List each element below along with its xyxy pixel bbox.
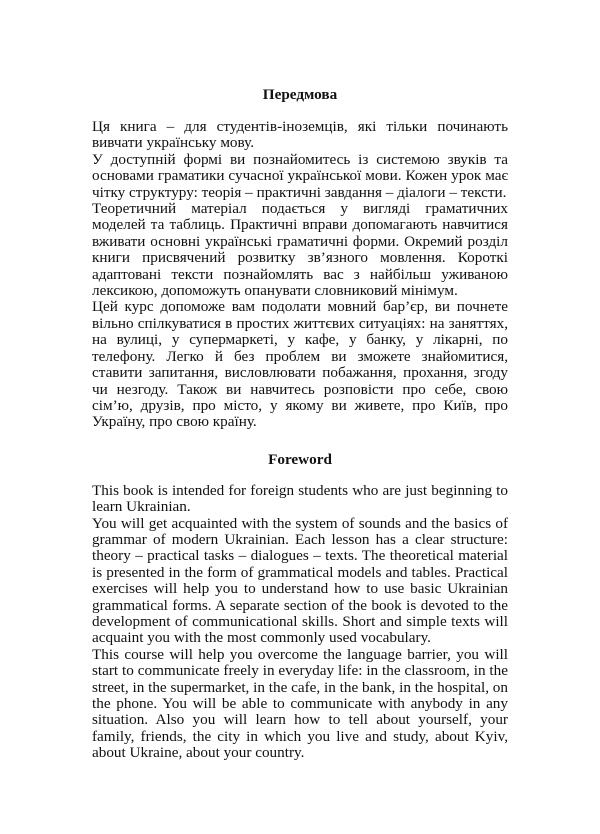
ukrainian-paragraph-4: Цей курс допоможе вам подолати мовний бар’єр, ви почнете вільно спілкуватися в простих життєвих ситуаціях: на заняттях, на вулиці, у супермаркеті, у кафе, у банку, у лікарні, по телефону. Легко й без проблем ви зможете знайомитися, ставити запитання, висловлювати побажання, прохання, згоду чи незгоду. Також ви навчитесь розповісти про себе, свою сім’ю, друзів, про місто, у якому ви живете, про Київ, про Україну, про свою країну. <box>92 298 508 431</box>
english-foreword-section <box>92 451 508 762</box>
english-paragraph-3: This course will help you overcome the language barrier, you will start to communicate freely in everyday life: in the classroom, in the street, in the supermarket, in the cafe, in the bank, in the hospital, on the phone. You will be able to communicate with anybody in any situation. Also you will learn how to tell about yourself, your family, friends, the city in which you live and study, about Kyiv, about Ukraine, about your country. <box>92 645 508 762</box>
ukrainian-foreword-section <box>92 86 508 431</box>
english-heading: Foreword <box>268 450 332 468</box>
document-page <box>92 84 508 762</box>
english-paragraph-2: You will get acquainted with the system of sounds and the basics of grammar of modern Ukrainian. Each lesson has a clear structure: theory – practical tasks – dialogues – texts. The theoretical material is presented in the form of grammatical models and tables. Practical exercises will help you to understand how to use basic Ukrainian grammatical forms. A separate section of the book is devoted to the development of communicational skills. Short and simple texts will acquaint you with the most commonly used vocabulary. <box>92 514 508 647</box>
ukrainian-paragraph-1: Ця книга – для студентів-іноземців, які тільки починають вивчати українську мову. <box>92 118 508 152</box>
ukrainian-paragraph-2: У доступній формі ви познайомитесь із системою звуків та основами граматики сучасної української мови. Кожен урок має чітку структуру: теорія – практичні завдання – діалоги – тексти. <box>92 150 508 201</box>
ukrainian-paragraph-3: Теоретичний матеріал подається у вигляді граматичних моделей та таблиць. Практичні вправи допомагають навчитися вживати основні українські граматичні форми. Окремий розділ книги присвячений розвитку зв’язного мовлення. Короткі адаптовані тексти познайомлять вас з найбільш уживаною лексикою, допоможуть опанувати словниковий мінімум. <box>92 200 508 300</box>
english-paragraph-1: This book is intended for foreign students who are just beginning to learn Ukrainian. <box>92 481 508 516</box>
ukrainian-heading: Передмова <box>262 86 338 103</box>
